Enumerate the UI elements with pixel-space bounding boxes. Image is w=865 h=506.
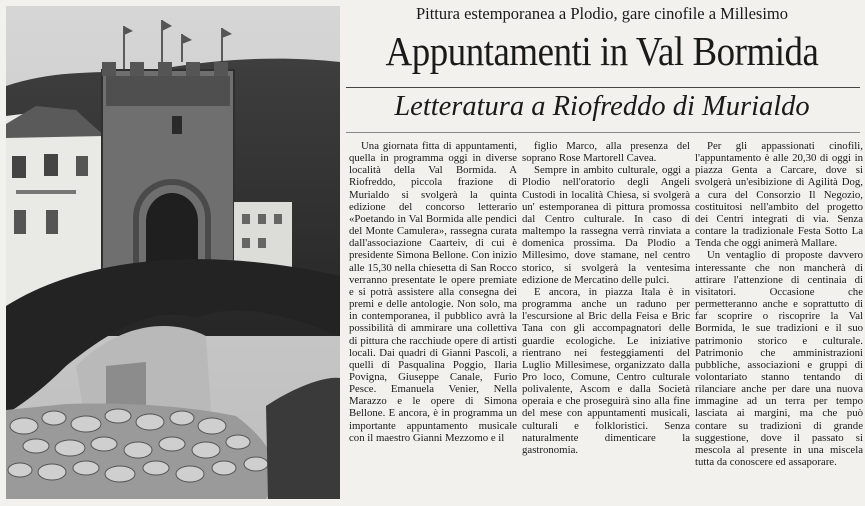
subheadline-rule — [346, 132, 860, 133]
article-column-1 — [349, 140, 517, 502]
article-column-3 — [695, 140, 863, 502]
article-column-2 — [522, 140, 690, 502]
paragraph: E ancora, in piazza Itala è in programma anche un raduno per l'escursione al Bric della Feisa e Bric Tana con gli accompagnatori delle guardie ecologiche. Le iniziative rientrano nei festeggiamenti del Luglio Millesimese, organizzato dalla Pro loco, Comune, Centro culturale polivalente, Ascom e dalla Società operaia e che proseguirà sino alla fine del mese con appuntamenti musicali, culturali e folkloristici. Senza naturalmente dimenticare la gastronomia. — [522, 285, 690, 456]
paragraph: Una giornata fitta di appuntamenti, quella in programma oggi in diverse località della Val Bormida. A Riofreddo, piccola frazione di Murialdo si svolgerà la quinta edizione del concorso letterario «Poetando in Val Bormida alle pendici del Monte Camulera», rassegna curata dall'associazione Caarteiv, di cui è presidente Simona Bellone. Con inizio alle 15,30 nella chiesetta di San Rocco verranno presentate le opere premiate e si potrà assistere alla consegna dei premi e delle antologie. Non solo, ma in contemporanea, il pubblico avrà la possibilità di ammirare una collettiva di pittura che racchiude opere di artisti locali. Dai quadri di Gianni Pascoli, a quelli di Pasqualina Poggio, Ilaria Povigna, Giuseppe Canale, Furio Pesce. Emanuela Venier, Nella Marazzo e le opere di Simona Bellone. E ancora, è in programma un importante appuntamento musicale con il maestro Gianni Mezzomo e il — [349, 140, 517, 444]
paragraph: Per gli appassionati cinofili, l'appuntamento è alle 20,30 di oggi in piazza Genta a Carcare, dove si svolgerà un'esibizione di Agilità Dog, a cura del Consorzio Il Negozio, costituitosi nell'ambito del progetto dei Centri integrati di via. Senza contare la tradizionale Festa Sotto La Tenda che oggi animerà Mallare. — [695, 140, 863, 250]
paragraph: Sempre in ambito culturale, oggi a Plodio nell'oratorio degli Angeli Custodi in località Chiesa, si svolgerà un' estemporanea di pittura promossa dal Centro culturale. In caso di maltempo la rassegna verrà rinviata a domenica prossima. Da Plodio a Millesimo, dove stamane, nel centro storico, si svolgerà la ventesima edizione de Mercatino delle pulci. — [522, 164, 690, 286]
subheadline: Letteratura a Riofreddo di Murialdo — [394, 91, 810, 122]
headline: Appuntamenti in Val Bormida — [385, 28, 819, 74]
kicker: Pittura estemporanea a Plodio, gare cinofile a Millesimo — [415, 4, 789, 23]
photo-tower-bridge — [6, 6, 340, 499]
paragraph: figlio Marco, alla presenza del soprano Rose Martorell Cavea. — [522, 140, 690, 165]
paragraph: Un ventaglio di proposte davvero interessante che non mancherà di attirare l'attenzione di centinaia di visitatori. Occasione che permetteranno anche e soprattutto di far scoprire o riscoprire la Val Bormida, le sue tradizioni e il suo patrimonio storico e culturale. Patrimonio che amministrazioni pubbliche, associazioni e gruppi di volontariato stanno tentando di rilanciare anche per dare una nuova immagine ad un terra per tempo lasciata ai margini, ma che può contare su tradizioni di grande suggestione, dove il passato si mescola al presente in una miscela tutta da conoscere ed assaporare. — [695, 249, 863, 469]
headline-rule — [346, 87, 860, 88]
